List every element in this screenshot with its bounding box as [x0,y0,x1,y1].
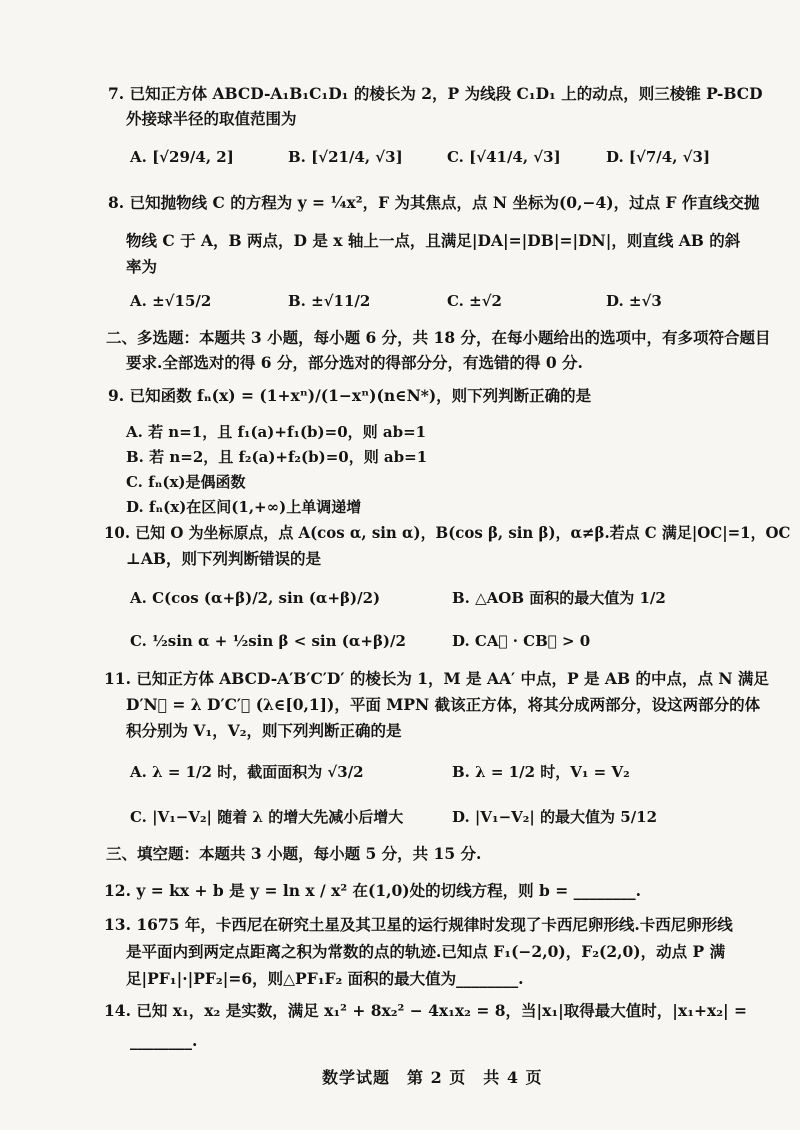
question-10-line-2: ⊥AB，则下列判断错误的是 [126,549,322,568]
question-11-line-2: D′N⃗ = λ D′C′⃗ (λ∈[0,1])，平面 MPN 截该正方体，将其分成两部分，设这两部分的体 [126,695,761,714]
question-7-option-c: C. [√41/4, √3] [447,148,561,166]
page-footer: 数学试题 第 2 页 共 4 页 [322,1068,543,1087]
question-8-line-1: 8. 已知抛物线 C 的方程为 y = ¼x²，F 为其焦点，点 N 坐标为(0,−4)，过点 F 作直线交抛 [108,193,760,212]
question-11-option-d: D. |V₁−V₂| 的最大值为 5/12 [452,808,658,826]
question-10-option-d: D. CA⃗ · CB⃗ > 0 [452,632,591,650]
question-12-line-1: 12. y = kx + b 是 y = ln x / x² 在(1,0)处的切线方程，则 b = ________. [104,881,642,900]
question-7-line-2: 外接球半径的取值范围为 [126,109,297,128]
question-9-option-c: C. fₙ(x)是偶函数 [126,473,246,491]
question-11-option-b: B. λ = 1/2 时，V₁ = V₂ [452,763,630,781]
question-7-option-d: D. [√7/4, √3] [606,148,711,166]
question-7-option-a: A. [√29/4, 2] [130,148,234,166]
section-3-line-1: 三、填空题：本题共 3 小题，每小题 5 分，共 15 分. [106,844,482,863]
section-2-line-1: 二、多选题：本题共 3 小题，每小题 6 分，共 18 分，在每小题给出的选项中，有多项符合题目 [106,328,771,347]
question-11-option-c: C. |V₁−V₂| 随着 λ 的增大先减小后增大 [130,808,404,826]
question-9-stem: 9. 已知函数 fₙ(x) = (1+xⁿ)/(1−xⁿ)(n∈N*)，则下列判断正确的是 [108,386,592,405]
question-11-line-3: 积分别为 V₁，V₂，则下列判断正确的是 [126,721,402,740]
question-9-option-b: B. 若 n=2，且 f₂(a)+f₂(b)=0，则 ab=1 [126,448,428,466]
question-8-option-d: D. ±√3 [606,292,662,310]
question-8-line-2: 物线 C 于 A，B 两点，D 是 x 轴上一点，且满足|DA|=|DB|=|DN|，则直线 AB 的斜 [126,231,741,250]
question-7-line-1: 7. 已知正方体 ABCD-A₁B₁C₁D₁ 的棱长为 2，P 为线段 C₁D₁ 上的动点，则三棱锥 P-BCD [108,84,763,103]
question-8-line-3: 率为 [126,257,158,276]
question-10-option-c: C. ½sin α + ½sin β < sin (α+β)/2 [130,632,406,650]
question-11-option-a: A. λ = 1/2 时，截面面积为 √3/2 [130,763,364,781]
question-14-line-1: 14. 已知 x₁，x₂ 是实数，满足 x₁² + 8x₂² − 4x₁x₂ = 8，当|x₁|取得最大值时，|x₁+x₂| = [104,1001,748,1020]
question-10-line-1: 10. 已知 O 为坐标原点，点 A(cos α, sin α)，B(cos β, sin β)，α≠β.若点 C 满足|OC|=1，OC [104,523,791,542]
question-9-option-d: D. fₙ(x)在区间(1,+∞)上单调递增 [126,498,362,516]
question-13-line-3: 足|PF₁|·|PF₂|=6，则△PF₁F₂ 面积的最大值为________. [126,969,524,988]
question-8-option-c: C. ±√2 [447,292,502,310]
question-14-line-2: ________. [130,1031,198,1050]
question-8-option-b: B. ±√11/2 [288,292,371,310]
question-8-option-a: A. ±√15/2 [130,292,212,310]
question-9-option-a: A. 若 n=1，且 f₁(a)+f₁(b)=0，则 ab=1 [126,423,427,441]
question-11-line-1: 11. 已知正方体 ABCD-A′B′C′D′ 的棱长为 1，M 是 AA′ 中点，P 是 AB 的中点，点 N 满足 [104,669,769,688]
question-13-line-2: 是平面内到两定点距离之积为常数的点的轨迹.已知点 F₁(−2,0)，F₂(2,0)，动点 P 满 [126,942,726,961]
question-7-option-b: B. [√21/4, √3] [288,148,403,166]
question-10-option-a: A. C(cos (α+β)/2, sin (α+β)/2) [130,589,381,607]
question-13-line-1: 13. 1675 年，卡西尼在研究土星及其卫星的运行规律时发现了卡西尼卵形线.卡西尼卵形线 [104,915,733,934]
question-10-option-b: B. △AOB 面积的最大值为 1/2 [452,589,666,607]
section-2-line-2: 要求.全部选对的得 6 分，部分选对的得部分分，有选错的得 0 分. [126,353,583,372]
